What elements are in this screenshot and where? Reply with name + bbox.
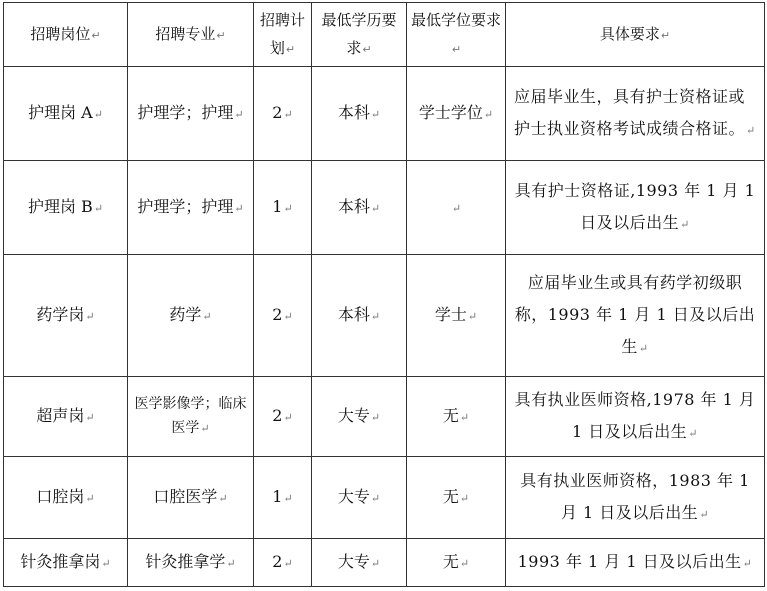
cell-major: 医学影像学；临床医学↵: [128, 377, 254, 457]
table-row: [4, 377, 765, 457]
table-row: [4, 255, 765, 377]
cell-education: 本科↵: [312, 67, 407, 161]
cell-count: 2↵: [254, 539, 312, 587]
cell-major: 护理学；护理↵: [128, 161, 254, 255]
cell-major: 针灸推拿学↵: [128, 539, 254, 587]
cell-position: 护理岗 B↵: [4, 161, 128, 255]
cell-education: 本科↵: [312, 255, 407, 377]
cell-requirements: 应届毕业生，具有护士资格证或护士执业资格考试成绩合格证。↵: [506, 67, 765, 161]
cell-major: 口腔医学↵: [128, 457, 254, 539]
cell-requirements: 应届毕业生或具有药学初级职称，1993 年 1 月 1 日及以后出生↵: [506, 255, 765, 377]
cell-position: 药学岗↵: [4, 255, 128, 377]
header-count: 招聘计划↵: [254, 3, 312, 67]
header-education: 最低学历要求↵: [312, 3, 407, 67]
table-row: [4, 161, 765, 255]
cell-position: 护理岗 A↵: [4, 67, 128, 161]
cell-requirements: 具有护士资格证,1993 年 1 月 1 日及以后出生↵: [506, 161, 765, 255]
cell-count: 1↵: [254, 457, 312, 539]
cell-degree: 无↵: [407, 457, 506, 539]
cell-requirements: 1993 年 1 月 1 日及以后出生↵: [506, 539, 765, 587]
header-degree: 最低学位要求↵: [407, 3, 506, 67]
cell-education: 大专↵: [312, 377, 407, 457]
cell-major: 护理学；护理↵: [128, 67, 254, 161]
cell-major: 药学↵: [128, 255, 254, 377]
cell-degree: 学士↵: [407, 255, 506, 377]
header-position: 招聘岗位↵: [4, 3, 128, 67]
recruitment-table: [3, 2, 765, 587]
table-row: [4, 539, 765, 587]
cell-requirements: 具有执业医师资格,1978 年 1 月 1 日及以后出生↵: [506, 377, 765, 457]
cell-degree: ↵: [407, 161, 506, 255]
cell-position: 针灸推拿岗↵: [4, 539, 128, 587]
cell-education: 大专↵: [312, 539, 407, 587]
header-major: 招聘专业↵: [128, 3, 254, 67]
cell-count: 2↵: [254, 377, 312, 457]
cell-position: 超声岗↵: [4, 377, 128, 457]
header-requirements: 具体要求↵: [506, 3, 765, 67]
cell-position: 口腔岗↵: [4, 457, 128, 539]
header-row: [4, 3, 765, 67]
table-row: [4, 457, 765, 539]
cell-degree: 学士学位↵: [407, 67, 506, 161]
cell-degree: 无↵: [407, 539, 506, 587]
cell-degree: 无↵: [407, 377, 506, 457]
cell-count: 2↵: [254, 255, 312, 377]
cell-count: 2↵: [254, 67, 312, 161]
cell-count: 1↵: [254, 161, 312, 255]
cell-requirements: 具有执业医师资格，1983 年 1 月 1 日及以后出生↵: [506, 457, 765, 539]
table-row: [4, 67, 765, 161]
cell-education: 大专↵: [312, 457, 407, 539]
cell-education: 本科↵: [312, 161, 407, 255]
